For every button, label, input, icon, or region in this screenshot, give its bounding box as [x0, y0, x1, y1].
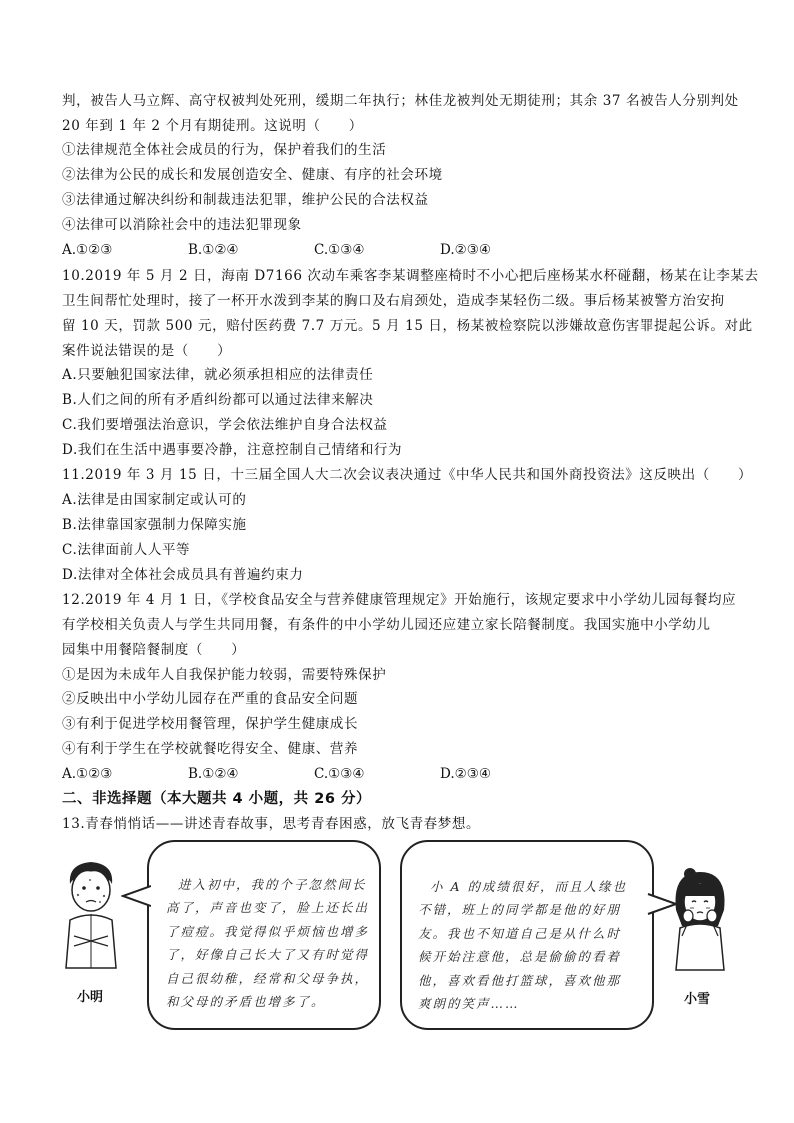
q10-stem-line-4: 案件说法错误的是（ ）	[62, 343, 232, 359]
q9-option-b: B.①②④	[188, 242, 239, 258]
q9-option-d: D.②③④	[440, 242, 491, 258]
q9-stem-line-1: 判，被告人马立辉、高守权被判处死刑，缓期二年执行；林佳龙被判处无期徒刑；其余 37 名被告人分别判处	[62, 93, 739, 109]
q12-option-c: C.①③④	[314, 766, 365, 782]
q9-stem-line-2: 20 年到 1 年 2 个月有期徒刑。这说明（ ）	[62, 118, 363, 134]
xiaoming-speech-line-2: 高了，声音也变了，脸上还长出	[166, 900, 370, 915]
xiaoxue-speech-line-2: 不错，班上的同学都是他的好朋	[418, 902, 622, 917]
q13-stem: 13.青春悄悄话——讲述青春故事，思考青春困惑，放飞青春梦想。	[62, 816, 481, 832]
q12-stem-line-3: 园集中用餐陪餐制度（ ）	[62, 642, 246, 658]
q12-statement-2: ②反映出中小学幼儿园存在严重的食品安全问题	[62, 691, 359, 707]
q11-option-b: B.法律靠国家强制力保障实施	[62, 517, 247, 533]
xiaoming-illustration	[60, 858, 122, 984]
q10-option-d: D.我们在生活中遇事要冷静，注意控制自己情绪和行为	[62, 442, 403, 458]
q12-statement-3: ③有利于促进学校用餐管理，保护学生健康成长	[62, 716, 359, 732]
q9-option-c: C.①③④	[314, 242, 365, 258]
q10-option-a: A.只要触犯国家法律，就必须承担相应的法律责任	[62, 367, 374, 383]
q9-options	[62, 240, 491, 260]
q10-stem-line-2: 卫生间帮忙处理时，接了一杯开水泼到李某的胸口及右肩颈处，造成李某轻伤二级。事后杨某被警方治安拘	[62, 293, 725, 309]
xiaoming-speech-line-6: 和父母的矛盾也增多了。	[166, 994, 326, 1009]
q11-option-c: C.法律面前人人平等	[62, 542, 191, 558]
q12-statement-4: ④有利于学生在学校就餐吃得安全、健康、营养	[62, 741, 359, 757]
xiaoxue-name: 小雪	[684, 992, 711, 1007]
xiaoming-speech-line-4: 了，好像自己长大了又有时觉得	[166, 947, 370, 962]
section-title: 二、非选择题（本大题共 4 小题，共 26 分）	[62, 791, 371, 807]
q9-statement-2: ②法律为公民的成长和发展创造安全、健康、有序的社会环境	[62, 167, 443, 183]
xiaoxue-speech-line-4: 候开始注意他，总是偷偷的看着	[418, 949, 622, 964]
q10-option-c: C.我们要增强法治意识，学会依法维护自身合法权益	[62, 417, 388, 433]
q9-statement-3: ③法律通过解决纠纷和制裁违法犯罪，维护公民的合法权益	[62, 192, 429, 208]
q11-option-a: A.法律是由国家制定或认可的	[62, 492, 247, 508]
q9-option-a: A.①②③	[62, 242, 113, 258]
xiaoming-speech-line-5: 自己很幼稚，经常和父母争执，	[166, 971, 370, 986]
q12-option-b: B.①②④	[188, 766, 239, 782]
xiaoxue-speech-line-5: 他，喜欢看他打篮球，喜欢他那	[418, 973, 622, 988]
q12-stem-line-1: 12.2019 年 4 月 1 日，《学校食品安全与营养健康管理规定》开始施行，该规定要求中小学幼儿园每餐均应	[62, 592, 737, 608]
xiaoming-name: 小明	[77, 990, 104, 1005]
xiaoming-speech-line-1: 进入初中，我的个子忽然间长	[178, 877, 367, 892]
q10-stem-line-3: 留 10 天，罚款 500 元，赔付医药费 7.7 万元。5 月 15 日，杨某被检察院以涉嫌故意伤害罪提起公诉。对此	[62, 318, 753, 334]
q10-option-b: B.人们之间的所有矛盾纠纷都可以通过法律来解决	[62, 392, 374, 408]
q9-statement-4: ④法律可以消除社会中的违法犯罪现象	[62, 217, 302, 233]
q11-stem: 11.2019 年 3 月 15 日，十三届全国人大二次会议表决通过《中华人民共和国外商投资法》这反映出（ ）	[62, 467, 753, 483]
xiaoming-speech-line-3: 了痘痘。我觉得似乎烦恼也增多	[166, 924, 370, 939]
xiaoxue-speech-line-3: 友。我也不知道自己是从什么时	[418, 926, 622, 941]
q10-stem-line-1: 10.2019 年 5 月 2 日，海南 D7166 次动车乘客李某调整座椅时不小心把后座杨某水杯碰翻，杨某在让李某去	[62, 268, 759, 284]
q9-statement-1: ①法律规范全体社会成员的行为，保护着我们的生活	[62, 142, 387, 158]
xiaoxue-illustration	[668, 866, 732, 984]
q12-options	[62, 764, 491, 784]
q12-stem-line-2: 有学校相关负责人与学生共同用餐，有条件的中小学幼儿园还应建立家长陪餐制度。我国实施中小学幼儿	[62, 617, 711, 633]
q12-option-a: A.①②③	[62, 766, 113, 782]
xiaoxue-speech-line-6: 爽朗的笑声……	[418, 996, 520, 1011]
xiaoxue-speech-line-1: 小 A 的成绩很好，而且人缘也	[430, 879, 627, 894]
q11-option-d: D.法律对全体社会成员具有普遍约束力	[62, 567, 304, 583]
q12-statement-1: ①是因为未成年人自我保护能力较弱，需要特殊保护	[62, 667, 387, 683]
q12-option-d: D.②③④	[440, 766, 491, 782]
xiaoming-bubble-tail	[121, 884, 151, 910]
